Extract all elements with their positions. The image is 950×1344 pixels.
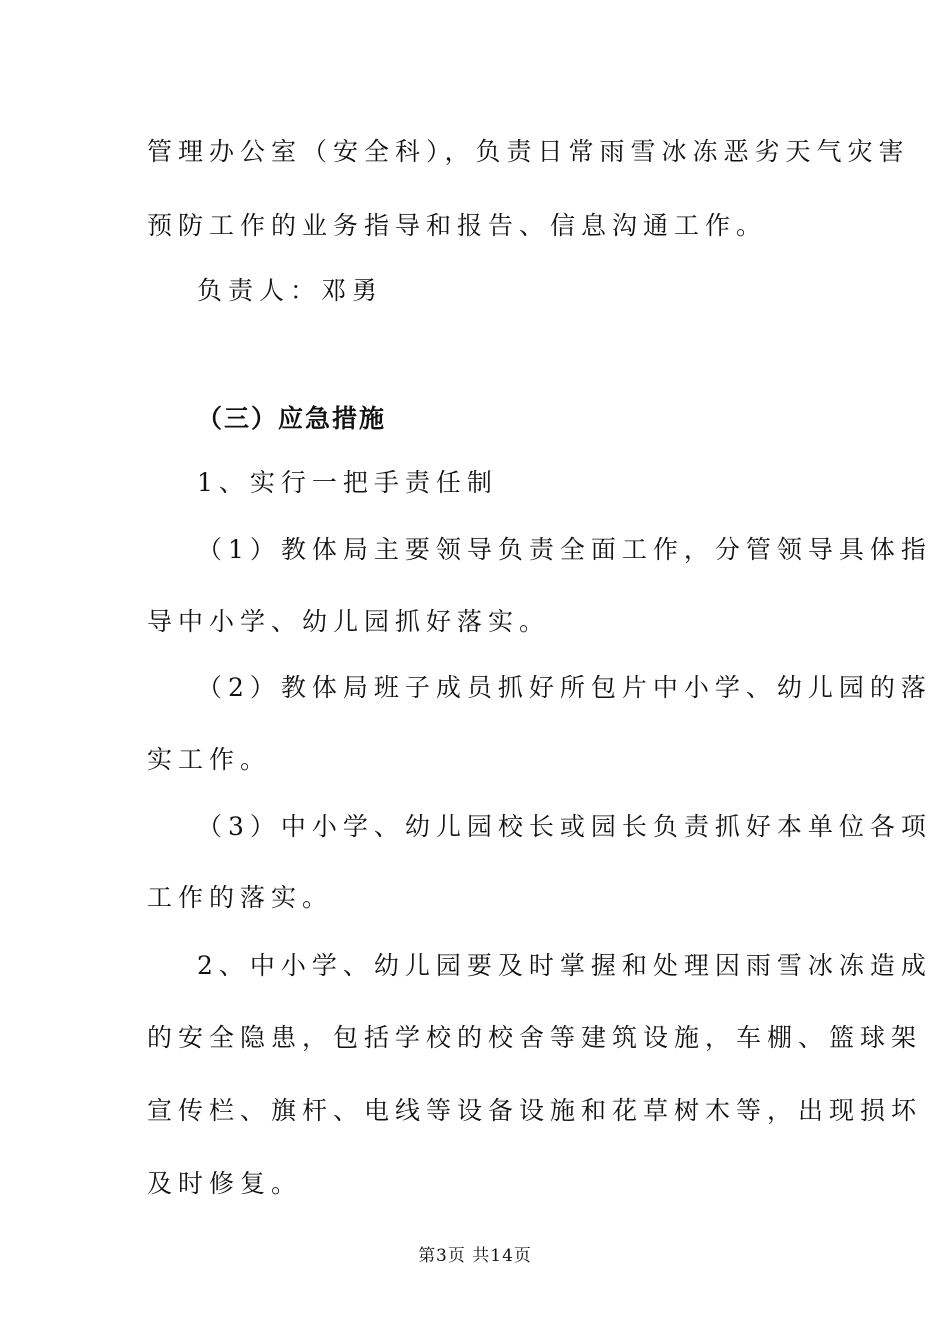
responsible-person: 负责人：邓勇 [197, 276, 384, 305]
section-heading: （三）应急措施 [197, 404, 387, 433]
paragraph-line: 实工作。 [147, 745, 272, 774]
paragraph-line: 工作的落实。 [147, 883, 334, 912]
paragraph-line: 管理办公室（安全科），负责日常雨雪冰冻恶劣天气灾害 [147, 137, 910, 166]
paragraph-line: 的安全隐患，包括学校的校舍等建筑设施，车棚、篮球架 [147, 1023, 923, 1052]
paragraph-line: （2）教体局班子成员抓好所包片中小学、幼儿园的落 [197, 673, 932, 702]
paragraph-line: （1）教体局主要领导负责全面工作，分管领导具体指 [197, 535, 932, 564]
paragraph-line: 2、中小学、幼儿园要及时掌握和处理因雨雪冰冻造成 [197, 951, 932, 980]
page-footer: 第3页 共14页 [418, 1246, 532, 1266]
paragraph-line: 导中小学、幼儿园抓好落实。 [147, 607, 551, 636]
paragraph-line: 预防工作的业务指导和报告、信息沟通工作。 [147, 211, 768, 240]
paragraph-line: 1、实行一把手责任制 [197, 468, 498, 497]
paragraph-line: （3）中小学、幼儿园校长或园长负责抓好本单位各项 [197, 812, 932, 841]
paragraph-line: 宣传栏、旗杆、电线等设备设施和花草树木等，出现损坏 [147, 1096, 923, 1125]
paragraph-line: 及时修复。 [147, 1169, 303, 1198]
